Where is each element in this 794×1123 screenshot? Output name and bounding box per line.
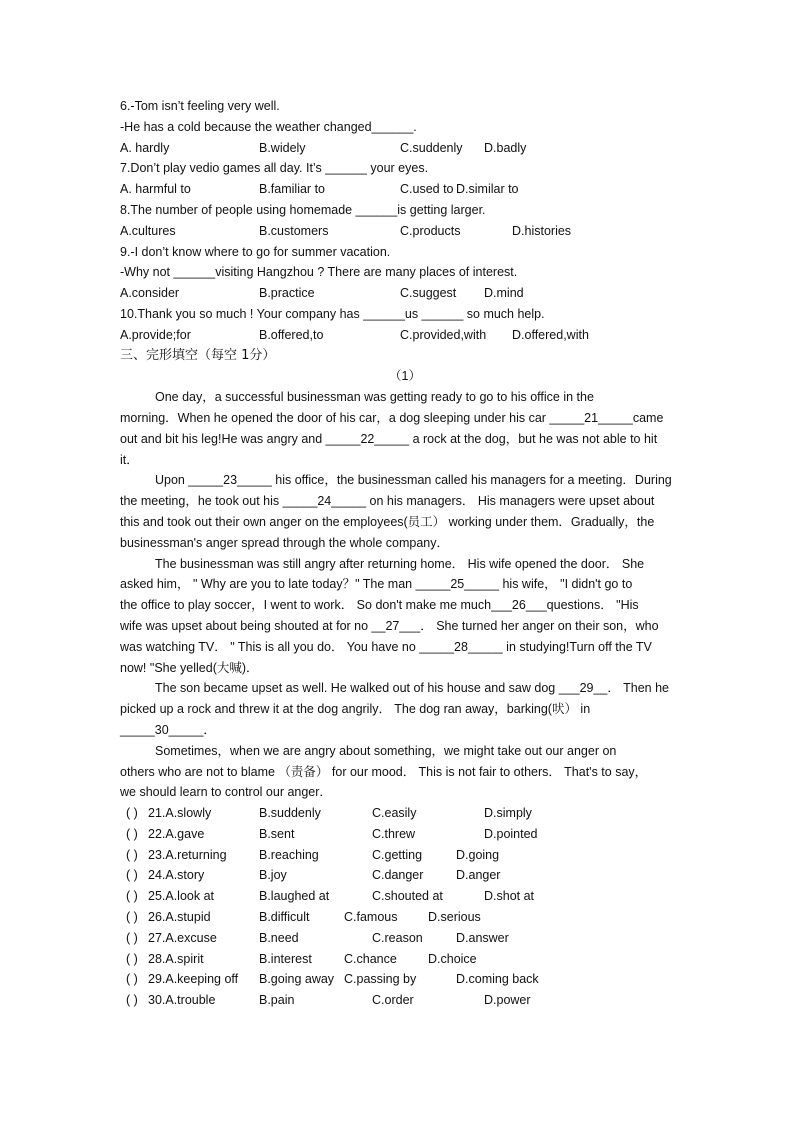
option-c: C.reason: [372, 930, 423, 945]
option-row: [120, 221, 690, 242]
answer-paren[interactable]: ( ): [126, 847, 138, 862]
option-d: D.coming back: [456, 972, 539, 987]
option-a: 22.A.gave: [148, 826, 205, 841]
cloze-item: [120, 990, 690, 1011]
option-c: C.chance: [344, 951, 397, 966]
option-c: C.threw: [372, 826, 416, 841]
answer-paren[interactable]: ( ): [126, 972, 138, 987]
option-a: 27.A.excuse: [148, 930, 217, 945]
option-c: C.danger: [372, 868, 424, 883]
option-d: D.serious: [428, 910, 481, 925]
option-d: D.choice: [428, 951, 477, 966]
mc-question: [120, 242, 690, 304]
passage-line: the office to play soccer，I went to work． So don't make me much___26___questions． "His: [120, 598, 639, 613]
option-c: C.products: [400, 223, 461, 238]
question-stem: 7.Don’t play vedio games all day. It’s ______ your eyes.: [120, 161, 429, 176]
option-d: D.mind: [484, 286, 524, 301]
worksheet-page: [120, 96, 690, 1011]
answer-paren[interactable]: ( ): [126, 910, 138, 925]
option-a: 25.A.look at: [148, 889, 215, 904]
answer-paren[interactable]: ( ): [126, 930, 138, 945]
option-b: B.sent: [259, 826, 295, 841]
passage-line: asked him， " Why are you to late today？" The man _____25_____ his wife， "I didn't go to: [120, 577, 633, 592]
option-row: [120, 325, 690, 346]
option-d: D.anger: [456, 868, 501, 883]
cloze-item: [120, 803, 690, 824]
option-b: B.familiar to: [259, 182, 325, 197]
cloze-item: [120, 969, 690, 990]
passage-line: The businessman was still angry after returning home． His wife opened the door． She: [155, 556, 645, 571]
passage-line: picked up a rock and threw it at the dog angrily． The dog ran away，barking(吠） in: [120, 702, 591, 717]
answer-paren[interactable]: ( ): [126, 826, 138, 841]
option-d: D.badly: [484, 140, 527, 155]
option-c: C.passing by: [344, 972, 417, 987]
option-b: B.pain: [259, 993, 295, 1008]
answer-paren[interactable]: ( ): [126, 951, 138, 966]
cloze-options: [120, 803, 690, 1011]
option-c: C.suggest: [400, 286, 457, 301]
passage-line: it．: [120, 452, 139, 467]
passage-line: One day，a successful businessman was getting ready to go to his office in the: [155, 390, 594, 405]
passage-line: wife was upset about being shouted at for no __27___． She turned her anger on their son，who: [120, 618, 659, 633]
option-a: A.consider: [120, 286, 180, 301]
option-d: D.shot at: [484, 889, 535, 904]
option-c: C.used to: [400, 182, 454, 197]
option-b: B.going away: [259, 972, 335, 987]
option-a: 28.A.spirit: [148, 951, 204, 966]
passage-line: _____30_____．: [120, 722, 216, 737]
passage-line: we should learn to control our anger．: [120, 785, 332, 800]
option-row: [120, 179, 690, 200]
option-a: 30.A.trouble: [148, 993, 216, 1008]
option-a: A. harmful to: [120, 182, 191, 197]
passage-line: was watching TV． " This is all you do． You have no _____28_____ in studying!Turn off the TV: [120, 639, 652, 654]
option-c: C.order: [372, 993, 414, 1008]
option-d: D.power: [484, 993, 531, 1008]
option-b: B.laughed at: [259, 889, 330, 904]
answer-paren[interactable]: ( ): [126, 806, 138, 821]
option-c: C.getting: [372, 847, 423, 862]
option-row: [120, 138, 690, 159]
option-a: 26.A.stupid: [148, 910, 211, 925]
option-b: B.practice: [259, 286, 315, 301]
mc-question: [120, 200, 690, 242]
option-d: D.similar to: [456, 182, 519, 197]
cloze-item: [120, 845, 690, 866]
option-b: B.interest: [259, 951, 312, 966]
option-b: B.need: [259, 930, 299, 945]
cloze-item: [120, 865, 690, 886]
cloze-item: [120, 907, 690, 928]
option-a: A.cultures: [120, 223, 176, 238]
question-stem: 9.-I don’t know where to go for summer vacation.: [120, 244, 391, 259]
answer-paren[interactable]: ( ): [126, 993, 138, 1008]
option-a: 29.A.keeping off: [148, 972, 239, 987]
option-b: B.difficult: [259, 910, 310, 925]
mc-question: [120, 304, 690, 346]
passage-line: out and bit his leg!He was angry and _____22_____ a rock at the dog，but he was not able to hit: [120, 431, 658, 446]
option-row: [120, 283, 690, 304]
passage-number: （1）: [389, 369, 421, 384]
answer-paren[interactable]: ( ): [126, 889, 138, 904]
answer-paren[interactable]: ( ): [126, 868, 138, 883]
option-b: B.widely: [259, 140, 306, 155]
passage-line: this and took out their own anger on the employees(员工） working under them．Gradually，the: [120, 514, 655, 529]
cloze-item: [120, 949, 690, 970]
option-d: D.going: [456, 847, 500, 862]
passage-line: Upon _____23_____ his office，the businessman called his managers for a meeting．During: [155, 473, 672, 488]
cloze-passage: [120, 387, 690, 803]
question-stem: 6.-Tom isn’t feeling very well.: [120, 99, 280, 113]
option-c: C.famous: [344, 910, 398, 925]
option-b: B.customers: [259, 223, 329, 238]
option-d: D.answer: [456, 930, 509, 945]
passage-line: The son became upset as well. He walked out of his house and saw dog ___29__． Then he: [155, 681, 669, 696]
passage-line: morning．When he opened the door of his car，a dog sleeping under his car _____21_____came: [120, 410, 664, 425]
section-title: 三、完形填空（每空 1分）: [120, 347, 276, 363]
question-stem: -He has a cold because the weather changed______.: [120, 119, 417, 134]
option-a: A. hardly: [120, 140, 170, 155]
passage-line: others who are not to blame （责备） for our mood． This is not fair to others． That's to say，: [120, 764, 648, 779]
cloze-item: [120, 824, 690, 845]
passage-line: the meeting，he took out his _____24_____ on his managers． His managers were upset about: [120, 494, 655, 509]
option-a: 24.A.story: [148, 868, 205, 883]
option-c: C.provided,with: [400, 327, 487, 342]
cloze-item: [120, 928, 690, 949]
option-b: B.reaching: [259, 847, 319, 862]
mc-question: [120, 158, 690, 200]
cloze-item: [120, 886, 690, 907]
option-d: D.offered,with: [512, 327, 589, 342]
question-stem: 8.The number of people using homemade ______is getting larger.: [120, 202, 486, 217]
option-b: B.offered,to: [259, 327, 324, 342]
option-c: C.suddenly: [400, 140, 463, 155]
option-c: C.easily: [372, 806, 417, 821]
option-b: B.suddenly: [259, 806, 321, 821]
option-d: D.pointed: [484, 826, 538, 841]
option-a: 21.A.slowly: [148, 806, 212, 821]
question-stem: 10.Thank you so much ! Your company has ______us ______ so much help.: [120, 306, 545, 321]
passage-line: Sometimes，when we are angry about something，we might take out our anger on: [155, 743, 617, 758]
option-d: D.simply: [484, 806, 532, 821]
passage-line: now! "She yelled(大喊)．: [120, 660, 259, 675]
option-c: C.shouted at: [372, 889, 443, 904]
passage-line: businessman's anger spread through the whole company．: [120, 535, 449, 550]
option-a: A.provide;for: [120, 327, 191, 342]
option-a: 23.A.returning: [148, 847, 227, 862]
option-d: D.histories: [512, 223, 572, 238]
question-stem: -Why not ______visiting Hangzhou ? There are many places of interest.: [120, 265, 518, 280]
option-b: B.joy: [259, 868, 287, 883]
mc-question: [120, 96, 690, 158]
